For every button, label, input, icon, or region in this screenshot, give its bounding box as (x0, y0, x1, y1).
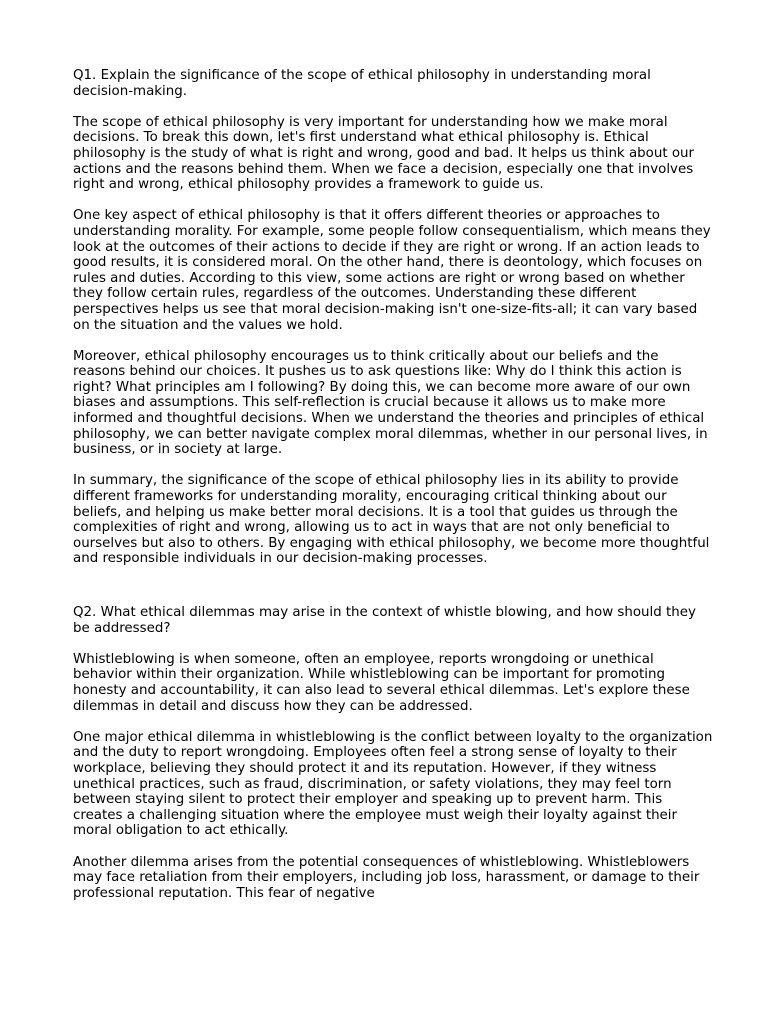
question-2-section (73, 605, 713, 901)
q1-paragraph-2: One key aspect of ethical philosophy is that it offers different theories or approaches to understanding morality. For example, some people follow consequentialism, which means they look at the outcomes of their actions to decide if they are right or wrong. If an action leads to good results, it is considered moral. On the other hand, there is deontology, which focuses on rules and duties. According to this view, some actions are right or wrong based on whether they follow certain rules, regardless of the outcomes. Understanding these different perspectives helps us see that moral decision-making isn't one-size-fits-all; it can vary based on the situation and the values we hold. (73, 208, 711, 333)
q2-paragraph-3: Another dilemma arises from the potential consequences of whistleblowing. Whistleblowers may face retaliation from their employers, including job loss, harassment, or damage to their professional reputation. This fear of negative (73, 854, 700, 901)
q2-paragraph-2: One major ethical dilemma in whistleblowing is the conflict between loyalty to the organization and the duty to report wrongdoing. Employees often feel a strong sense of loyalty to their workplace, believing they should protect it and its reputation. However, if they witness unethical practices, such as fraud, discrimination, or safety violations, they may feel torn between staying silent to protect their employer and speaking up to prevent harm. This creates a challenging situation where the employee must weigh their loyalty against their moral obligation to act ethically. (73, 729, 713, 839)
question-1-heading: Q1. Explain the significance of the scope of ethical philosophy in understanding moral decision-making. (73, 68, 651, 99)
q1-paragraph-3: Moreover, ethical philosophy encourages us to think critically about our beliefs and the reasons behind our choices. It pushes us to ask questions like: Why do I think this action is right? What principles am I following? By doing this, we can become more aware of our own biases and assumptions. This self-reflection is crucial because it allows us to make more informed and thoughtful decisions. When we understand the theories and principles of ethical philosophy, we can better navigate complex moral dilemmas, whether in our personal lives, in business, or in society at large. (73, 348, 708, 458)
q2-paragraph-1: Whistleblowing is when someone, often an employee, reports wrongdoing or unethical behavior within their organization. While whistleblowing can be important for promoting honesty and accountability, it can also lead to several ethical dilemmas. Let's explore these dilemmas in detail and discuss how they can be addressed. (73, 651, 690, 714)
document-body (73, 68, 713, 917)
question-2-heading: Q2. What ethical dilemmas may arise in the context of whistle blowing, and how should they be addressed? (73, 605, 696, 636)
q1-paragraph-4: In summary, the significance of the scope of ethical philosophy lies in its ability to provide different frameworks for understanding morality, encouraging critical thinking about our beliefs, and helping us make better moral decisions. It is a tool that guides us through the complexities of right and wrong, allowing us to act in ways that are not only beneficial to ourselves but also to others. By engaging with ethical philosophy, we become more thoughtful and responsible individuals in our decision-making processes. (73, 473, 710, 567)
q1-paragraph-1: The scope of ethical philosophy is very important for understanding how we make moral decisions. To break this down, let's first understand what ethical philosophy is. Ethical philosophy is the study of what is right and wrong, good and bad. It helps us think about our actions and the reasons behind them. When we face a decision, especially one that involves right and wrong, ethical philosophy provides a framework to guide us. (73, 114, 695, 193)
question-1-section (73, 68, 713, 567)
